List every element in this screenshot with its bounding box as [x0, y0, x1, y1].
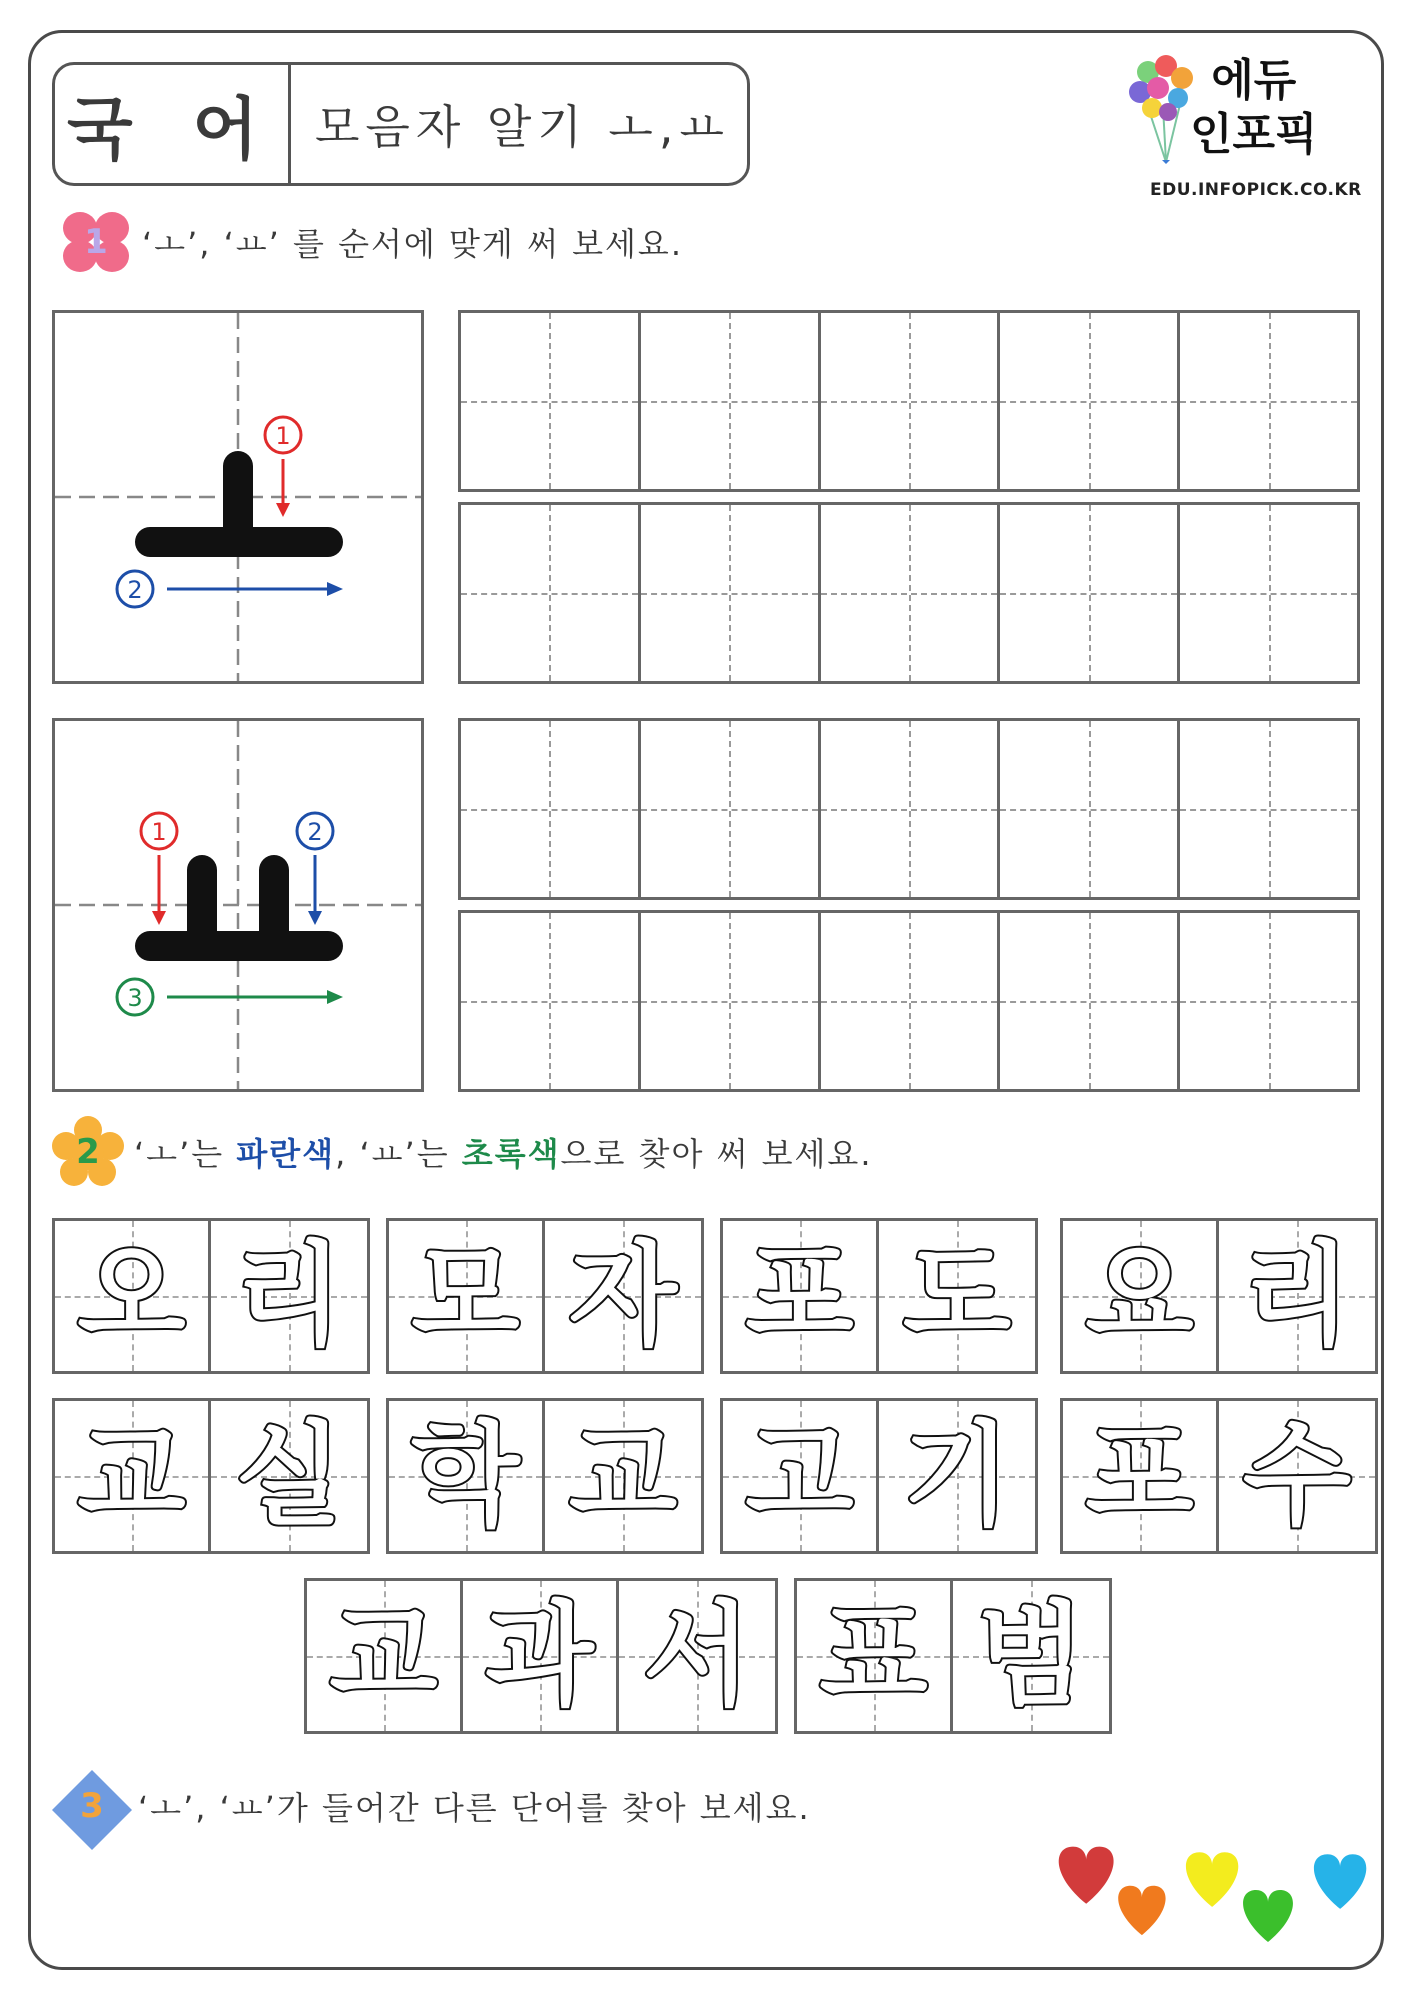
practice-cell[interactable]: [821, 721, 1001, 897]
svg-text:2: 2: [127, 576, 143, 604]
word-syllable-cell[interactable]: [211, 1221, 367, 1371]
word-syllable-cell[interactable]: [55, 1401, 211, 1551]
logo-url: EDU.INFOPICK.CO.KR: [1150, 180, 1362, 200]
word-syllable-cell[interactable]: [1219, 1401, 1375, 1551]
practice-row[interactable]: [458, 310, 1360, 492]
svg-text:2: 2: [307, 818, 323, 846]
step-3-marker: [117, 979, 343, 1015]
syllable: 포: [1085, 1411, 1194, 1541]
word-syllable-cell[interactable]: [211, 1401, 367, 1551]
section1-badge: [60, 206, 132, 278]
practice-cell[interactable]: [461, 313, 641, 489]
syllable: 서: [642, 1591, 752, 1721]
word-box[interactable]: [794, 1578, 1112, 1734]
heart-icon: [1243, 1890, 1293, 1942]
section3-badge: [52, 1770, 124, 1842]
blue-color-word: 파란색: [236, 1135, 336, 1173]
section2-heading: [52, 1116, 873, 1188]
section3-heading: [52, 1770, 811, 1842]
syllable: 표: [819, 1591, 928, 1721]
practice-cell[interactable]: [1180, 505, 1357, 681]
word-box[interactable]: [304, 1578, 778, 1734]
section1-instruction: ‘ㅗ’, ‘ㅛ’ 를 순서에 맞게 써 보세요.: [142, 225, 684, 263]
logo-name: [1190, 54, 1318, 162]
step-2-marker: [117, 571, 343, 607]
syllable: 교: [329, 1591, 438, 1721]
step-2-marker: [297, 813, 333, 925]
word-syllable-cell[interactable]: [797, 1581, 953, 1731]
syllable: 범: [976, 1591, 1086, 1721]
practice-cell[interactable]: [641, 913, 821, 1089]
syllable: 기: [902, 1411, 1012, 1541]
syllable: 요: [1085, 1231, 1194, 1361]
heart-icon: [1186, 1852, 1238, 1907]
practice-row[interactable]: [458, 718, 1360, 900]
practice-cell[interactable]: [1000, 913, 1180, 1089]
instruction-part: ‘ㅗ’는: [134, 1135, 237, 1173]
word-syllable-cell[interactable]: [1219, 1221, 1375, 1371]
section2-number: 2: [76, 1132, 100, 1172]
syllable: 리: [1242, 1231, 1352, 1361]
syllable: 과: [485, 1591, 594, 1721]
section1-heading: [60, 206, 683, 278]
word-syllable-cell[interactable]: [545, 1401, 701, 1551]
syllable: 수: [1242, 1411, 1352, 1541]
vowel-o-glyph: [135, 451, 343, 557]
syllable: 리: [234, 1231, 344, 1361]
syllable: 학: [411, 1411, 520, 1541]
practice-cell[interactable]: [461, 913, 641, 1089]
word-syllable-cell[interactable]: [1063, 1401, 1219, 1551]
syllable: 도: [902, 1231, 1012, 1361]
logo-name-line1: 에듀: [1211, 55, 1297, 106]
word-box[interactable]: [1060, 1218, 1378, 1374]
demo-box-o: [52, 310, 424, 684]
section3-number: 3: [80, 1786, 104, 1826]
word-box[interactable]: [52, 1398, 370, 1554]
demo-box-yo: [52, 718, 424, 1092]
topic-title: 모음자 알기 ㅗ,ㅛ: [315, 100, 730, 154]
word-box[interactable]: [720, 1398, 1038, 1554]
practice-cell[interactable]: [641, 313, 821, 489]
section2-instruction: [134, 1129, 873, 1175]
word-syllable-cell[interactable]: [389, 1401, 545, 1551]
word-syllable-cell[interactable]: [55, 1221, 211, 1371]
word-syllable-cell[interactable]: [723, 1221, 879, 1371]
balloons-icon: [1128, 52, 1198, 172]
syllable: 오: [77, 1231, 186, 1361]
word-syllable-cell[interactable]: [619, 1581, 775, 1731]
word-syllable-cell[interactable]: [1063, 1221, 1219, 1371]
instruction-part: 으로 찾아 써 보세요.: [560, 1135, 873, 1173]
practice-cell[interactable]: [641, 505, 821, 681]
syllable: 교: [568, 1411, 678, 1541]
section3-instruction: ‘ㅗ’, ‘ㅛ’가 들어간 다른 단어를 찾아 보세요.: [138, 1789, 811, 1827]
syllable: 모: [411, 1231, 520, 1361]
hearts-decoration: [1040, 1840, 1380, 1960]
practice-cell[interactable]: [1180, 313, 1357, 489]
syllable: 고: [745, 1411, 854, 1541]
practice-cell[interactable]: [821, 505, 1001, 681]
syllable: 자: [568, 1231, 678, 1361]
word-box[interactable]: [720, 1218, 1038, 1374]
svg-text:1: 1: [151, 818, 167, 846]
practice-cell[interactable]: [641, 721, 821, 897]
heart-icon: [1059, 1847, 1114, 1904]
practice-row[interactable]: [458, 502, 1360, 684]
step-1-marker: [265, 417, 301, 517]
practice-cell[interactable]: [1000, 505, 1180, 681]
word-syllable-cell[interactable]: [307, 1581, 463, 1731]
practice-cell[interactable]: [1000, 313, 1180, 489]
word-syllable-cell[interactable]: [879, 1401, 1035, 1551]
word-syllable-cell[interactable]: [723, 1401, 879, 1551]
syllable: 실: [234, 1411, 344, 1541]
word-syllable-cell[interactable]: [545, 1221, 701, 1371]
subject-title: 국 어: [55, 65, 291, 183]
practice-cell[interactable]: [1000, 721, 1180, 897]
word-syllable-cell[interactable]: [879, 1221, 1035, 1371]
section1-number: 1: [84, 222, 108, 262]
practice-cell[interactable]: [461, 505, 641, 681]
green-color-word: 초록색: [461, 1135, 561, 1173]
title-box: [52, 62, 750, 186]
word-box[interactable]: [1060, 1398, 1378, 1554]
step-1-marker: [141, 813, 177, 925]
word-syllable-cell[interactable]: [463, 1581, 619, 1731]
practice-row[interactable]: [458, 910, 1360, 1092]
practice-cell[interactable]: [821, 913, 1001, 1089]
logo: [1128, 52, 1368, 202]
word-syllable-cell[interactable]: [953, 1581, 1109, 1731]
word-syllable-cell[interactable]: [389, 1221, 545, 1371]
word-box[interactable]: [386, 1218, 704, 1374]
logo-name-line2: 인포픽: [1190, 109, 1318, 160]
practice-cell[interactable]: [1180, 721, 1357, 897]
practice-cell[interactable]: [1180, 913, 1357, 1089]
instruction-part: , ‘ㅛ’는: [335, 1135, 462, 1173]
heart-icon: [1118, 1886, 1165, 1935]
section2-badge: [52, 1116, 124, 1188]
syllable: 포: [745, 1231, 854, 1361]
word-box[interactable]: [386, 1398, 704, 1554]
syllable: 교: [77, 1411, 186, 1541]
svg-text:3: 3: [127, 984, 143, 1012]
word-box[interactable]: [52, 1218, 370, 1374]
practice-cell[interactable]: [821, 313, 1001, 489]
practice-cell[interactable]: [461, 721, 641, 897]
svg-text:1: 1: [275, 422, 291, 450]
heart-icon: [1314, 1854, 1366, 1909]
